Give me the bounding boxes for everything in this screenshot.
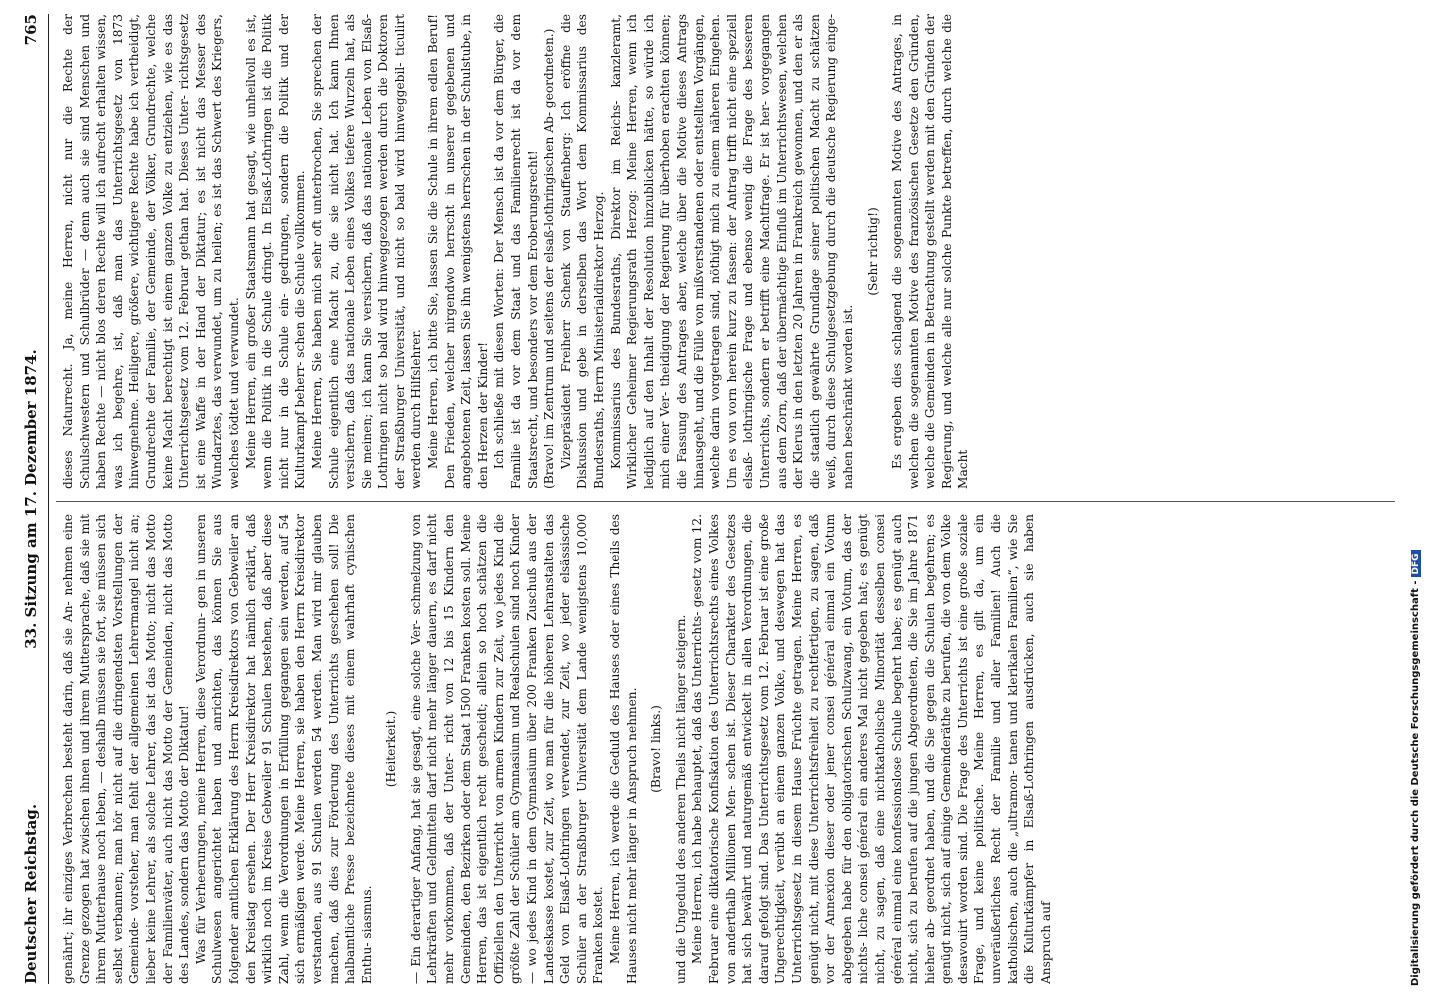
paragraph: Meine Herren, ein großer Staatsmann hat gesagt, wie unheilvoll es ist, wenn die Politik in die Schule dringt. In Elsaß-Lothringen ist die Politik nicht nur in die Schule ein- gedrungen, sondern die Politik und der Kulturkampf beherr- schen die Schule vollkommen.: [243, 14, 308, 489]
column-divider: [56, 501, 1395, 502]
paragraph: Was für Verheerungen, meine Herren, diese Verordnun- gen in unseren Schulwesen angerichtet haben und anrichten, das können Sie aus folgender amtlichen Erklärung des Herrn Kreisdirektors von Gebweiler an den Kreistag ersehen. Der Herr Kreisdirektor hat nämlich erklärt, daß wirklich noch im Kreise Gebweiler 91 Schulen bestehen, daß aber diese Zahl, wenn die Verordnungen in Erfüllung gegangen sein werden, auf 54 sich ermäßigen werde. Meine Herren, sie haben den Herrn Kreisdirektor verstanden, aus 91 Schulen werden 54 werden. Man wird mir glauben machen, daß dies zur Förderung des Unterrichts geschehen soll! Die halbamtliche Presse bezeichnete dieses mit einem wahrhaft cynischen Enthu- siasmus.: [193, 514, 374, 984]
paragraph: (Bravo! im Zentrum und seitens der elsaß-lothringischen Ab- geordneten.): [542, 28, 557, 489]
paragraph: Meine Herren, ich werde die Geduld des Hauses oder eines Theils des Hauses nicht mehr länger in Anspruch nehmen.: [608, 514, 639, 984]
paragraph: (Bravo! links.): [649, 705, 664, 793]
running-header: [22, 14, 48, 984]
right-column: [60, 14, 1395, 489]
paragraph: und die Ungeduld des anderen Theils nicht länger steigern.: [673, 614, 688, 984]
paragraph: Es ergeben dies schlagend die sogenannten Motive des Antrages, in welchen die sogenannten Motive des französischen Gesetze den Gründen, welche die Gemeinden in Betrachtung gestellt werden mit den Gründen der Regierung, und welche alle nur solche Punkte betreffen, durch welche die Macht: [890, 14, 971, 489]
paragraph: — Ein derartiger Anfang, hat sie gesagt, eine solche Ver- schmelzung von Lehrkräften und Geldmitteln darf nicht mehr länger dauern, es darf nicht mehr vorkommen, daß der Unter- richt von 12 bis 15 Kindern den Gemeinden, den Bezirken oder dem Staat 1500 Franken kosten soll. Meine Herren, das ist eigentlich recht gescheidt; allein so hoch schätzen die Offiziellen den Unterricht von armen Kindern zur Zeit, wo jedes Kind die größte Zahl der Schüler am Gymnasium und Realschulen sind noch Kinder — wo jedes Kind in dem Gymnasium über 200 Franken Zuschuß aus der Landeskasse kostet, zur Zeit, wo man für die höheren Lehranstalten das Geld von Elsaß-Lothringen verwendet, zur Zeit, wo jeder elsässische Schüler an der Straßburger Universität dem Lande wenigstens 10,000 Franken kostet.: [408, 514, 606, 984]
paragraph: (Heiterkeit.): [384, 710, 399, 788]
paragraph: Kommissarius des Bundesraths, Direktor im Reichs- kanzleramt, Wirklicher Geheimer Regierungsrath Herzog: Meine Herren, wenn ich lediglich auf den Inhalt der Resolution hinzublicken hätte, so würde ich mich einer Ver- theidigung der Regierung für überhoben erachten können; die Fassung des Antrages aber, welche über die Motive dieses Antrags hinausgeht, und die Fülle von mißverstandenen oder entstellten Vorgängen, welche darin vorgetragen sind, nöthigt mich zu einem näheren Eingehen. Um es von vorn herein kurz zu fassen: der Antrag trifft nicht eine speziell elsaß- lothringische Frage und ebenso wenig die Frage des besseren Unterrichts, sondern er betrifft eine Machtfrage. Er ist her- vorgegangen aus dem Zorn, daß der übermächtige Einfluß im Unterrichtswesen, welchen der Klerus in den letzten 20 Jahren in Frankreich gewonnen, und den er als die staatlich gewährte Grundlage seiner politischen Macht zu schätzen weiß, durch diese Schulgesetzgebung durch die deutsche Regierung einge- nahen beschränkt worden ist.: [608, 14, 855, 489]
header-rule: [48, 14, 49, 984]
margin-attribution: [1408, 6, 1430, 996]
paragraph: Vizepräsident Freiherr Schenk von Stauffenberg: Ich eröffne die Diskussion und gebe in derselben das Wort dem Kommissarius des Bundesraths, Herrn Ministerialdirektor Herzog.: [558, 14, 606, 489]
left-column: [60, 514, 1395, 984]
paragraph: Meine Herren, ich habe behauptet, daß das Unterrichts- gesetz vom 12. Februar eine diktatorische Konfiskation des Unterrichtsrechts eines Volkes von anderthalb Millionen Men- schen ist. Dieser Charakter des Gesetzes hat sich bewährt und naturgemäß entwickelt in allen Verordnungen, die darauf gefolgt sind. Das Unterrichtsgesetz vom 12. Februar ist eine große Ungerechtigkeit, verübt an einem ganzen Volke, und deswegen hat das Unterrichtsgesetz in diesem Hause Früchte getragen. Meine Herren, es genügt nicht, mit diese Unterrichtsfreiheit zu rechtfertigen, zu sagen, daß vor der Annexion dieser oder jener consei général einmal ein Votum abgegeben habe für den obligatorischen Schulzwang, ein Votum, das der nichts- liche consei général ein anderes Mal nicht gegeben hat; es genügt nicht, zu sagen, daß eine nichtkatholische Minorität desselben consei général einmal eine konfessionslose Schule begehrt habe; es genügt auch nicht, sich zu berufen auf die jungen Abgeordneten, die Sie im Jahre 1871 hieher ab- geordnet haben, und die Sie gegen die Schulen begehren; es genügt nicht, sich auf einige Gemeinderäthe zu berufen, die von dem Volke desavouirt worden sind. Die Frage des Unterrichts ist eine große soziale Frage, und keine politische. Meine Herren, es gilt da, um ein unveräußerliches Recht der Familie und aller Familien! Auch die katholischen, auch die „ultramon- tanen und klerikalen Familien“, wie Sie die Kulturkämpfer in Elsaß-Lothringen ausdrücken, auch sie haben Anspruch auf: [690, 514, 1053, 984]
dfg-logo: DFG: [1411, 550, 1421, 577]
scanned-page: [8, 4, 1403, 994]
paragraph: (Sehr richtig!): [865, 207, 880, 296]
paragraph: Ich schließe mit diesen Worten: Der Mensch ist da vor dem Bürger, die Familie ist da vor dem Staat und das Familienrecht ist da vor dem Staatsrecht, und besonders vor dem Eroberungsrecht!: [492, 14, 540, 489]
paragraph: Meine Herren, ich bitte Sie, lassen Sie die Schule in ihrem edlen Beruf! Den Frieden, welcher nirgendwo herrscht in unserer gegebenen und angebotenen Zeit, lassen Sie ihn wenigstens herrschen in der Schulstube, in den Herzen der Kinder!: [426, 14, 490, 489]
header-session: 33. Sitzung am 17. Dezember 1874.: [22, 349, 40, 649]
paragraph: dieses Naturrecht. Ja, meine Herren, nicht nur die Rechte der Schulschwestern und Schulbrüder — denn auch sie sind Menschen und haben Rechte — nicht blos deren Rechte will ich aufrecht erhalten wissen, was ich begehre, ist, daß man das Unterrichtsgesetz von 1873 hinwegnehme. Heiligere, größere, wichtigere Rechte habe ich vertheidigt, Grundrechte der Familie, der Gemeinde, der Völker, Grundrechte, welche keine Macht berechtigt ist einem ganzen Volke zu entziehen, wie es das Unterrichtsgesetz vom 12. Februar gethan hat. Dieses Unter- richtsgesetz ist eine Waffe in der Hand der Diktatur; es ist nicht das Messer des Wundarztes, das verwundet, um zu heilen; es ist das Schwert des Kriegers, welches tödtet und verwundet.: [61, 14, 241, 489]
header-publication: Deutscher Reichstag.: [22, 803, 40, 984]
paragraph: Meine Herren, Sie haben mich sehr oft unterbrochen, Sie sprechen der Schule eigentlich eine Macht zu, die sie nicht hat. Ich kann Ihnen versichern, daß das nationale Leben eines Volkes tiefere Wurzeln hat, als Sie meinen; ich kann Sie versichern, daß das nationale Leben von Elsaß-Lothringen nicht so bald wird hinweggezogen werden durch die Doktoren der Straßburger Universität, und nicht so bald wird hinweggebil- ticulirt werden durch Hilfslehrer.: [309, 14, 424, 489]
paragraph: genährt; ihr einziges Verbrechen besteht darin, daß sie An- nehmen eine Grenze gezogen hat zwischen ihnen und ihrem Muttersprache, daß sie mit ihrem Mutterhause noch leben, — deshalb müssen sie fort, sie müssen sich selbst verbannen; man hör nicht auf die dringendsten Vorstellungen der Gemeinde- vorsteher, man fehlt der allgemeinen Lehrermangel nicht an; lieber keine Lehrer, als solche Lehrer, das ist das Motto; nicht das Motto der Familienväter, auch nicht das Motto der Gemeinden, nicht das Motto des Landes, sondern das Motto der Diktatur!: [61, 514, 192, 984]
attribution-text: Digitalisierung gefördert durch die Deutsche Forschungsgemeinschaft -: [1410, 580, 1421, 986]
page-number: 765: [22, 14, 40, 46]
